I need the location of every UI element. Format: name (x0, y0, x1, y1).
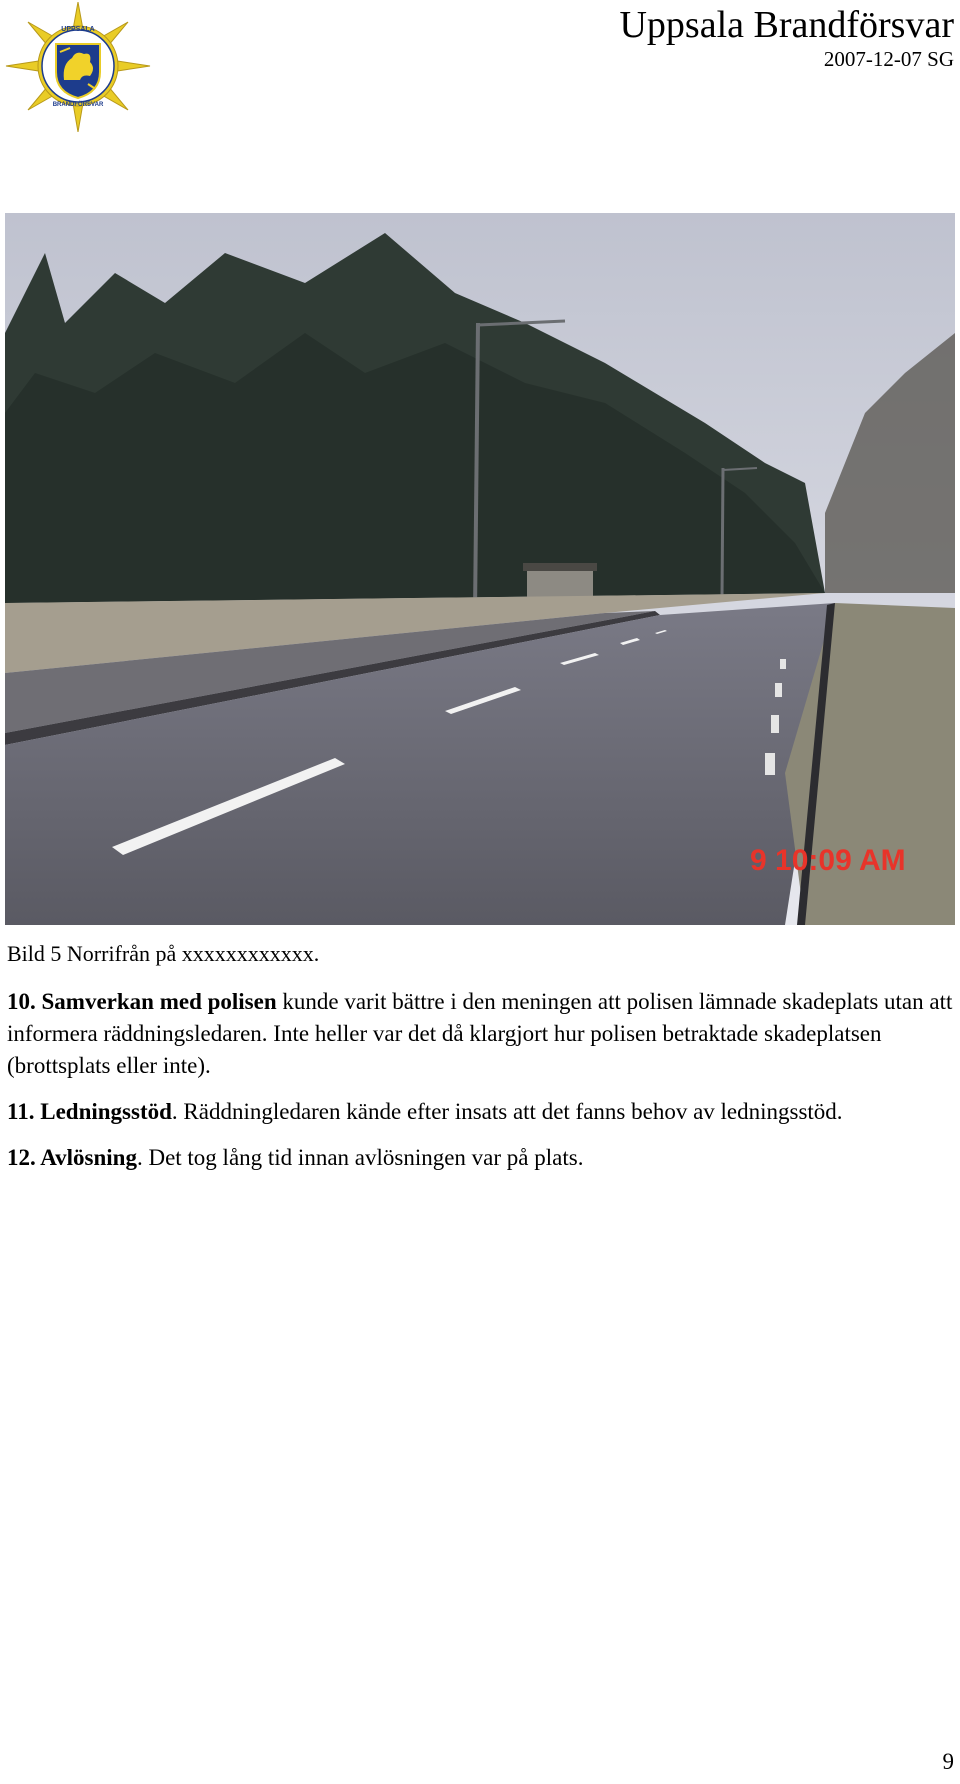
svg-text:BRANDFÖRSVAR: BRANDFÖRSVAR (52, 102, 104, 108)
report-body (7, 986, 955, 1188)
paragraph-text: . Det tog lång tid innan avlösningen var på plats. (136, 1145, 584, 1170)
paragraph-heading: 11. Ledningsstöd (7, 1099, 172, 1124)
paragraph-text: kunde varit bättre i den meningen att polisen lämnade skadeplats utan att informera räddningsledaren. Inte heller var det då klargjort hur polisen betraktade skadeplatsen (brottsplats eller inte). (7, 989, 953, 1078)
fire-brigade-star-emblem-icon (4, 2, 152, 132)
paragraph-text: . Räddningledaren kände efter insats att det fanns behov av ledningsstöd. (171, 1099, 843, 1124)
road-photo (5, 213, 955, 925)
page-number: 9 (942, 1749, 954, 1774)
organization-name: Uppsala Brandförsvar (619, 4, 954, 46)
document-date-signature: 2007-12-07 SG (823, 47, 954, 71)
photo-caption: Bild 5 Norrifrån på xxxxxxxxxxxx. (7, 941, 320, 966)
svg-text:UPPSALA: UPPSALA (61, 26, 95, 33)
paragraph-avlosning (7, 1142, 955, 1174)
paragraph-heading: 10. Samverkan med polisen (7, 989, 277, 1014)
paragraph-samverkan (7, 986, 955, 1082)
fire-brigade-logo (4, 2, 152, 132)
photo-timestamp: 9 10:09 AM (750, 844, 906, 877)
paragraph-heading: 12. Avlösning (7, 1145, 137, 1170)
paragraph-ledningsstod (7, 1096, 955, 1128)
